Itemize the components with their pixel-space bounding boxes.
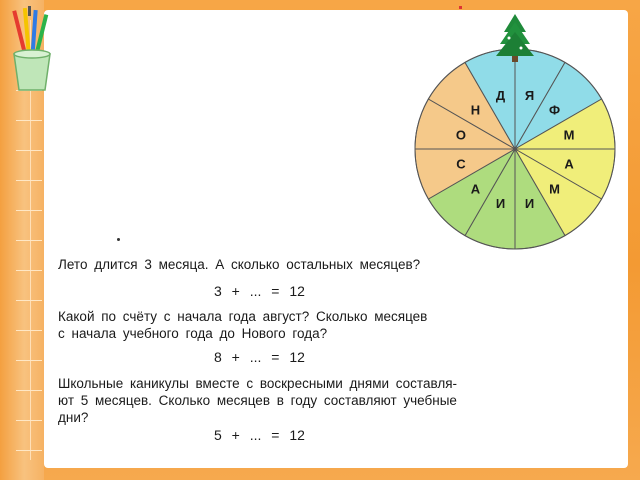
- month-letter: А: [564, 156, 574, 172]
- ruler-tick: [16, 240, 42, 241]
- month-letter: О: [455, 127, 466, 143]
- red-mark: [459, 6, 462, 9]
- ruler-tick: [16, 300, 42, 301]
- task-1-equation: 3 + ... = 12: [214, 283, 305, 299]
- ruler-tick: [16, 420, 42, 421]
- month-letter: Н: [470, 102, 481, 118]
- month-letter: М: [563, 127, 575, 143]
- month-letter: И: [495, 196, 506, 212]
- task-2-equation: 8 + ... = 12: [214, 349, 305, 365]
- month-letter: М: [549, 181, 561, 197]
- ruler-tick: [16, 450, 42, 451]
- ruler-tick: [16, 270, 42, 271]
- ruler-tick: [16, 210, 42, 211]
- ruler-tick: [16, 390, 42, 391]
- task-1-question: Лето длится 3 месяца. А сколько остальных месяцев?: [58, 257, 421, 272]
- task-3-question-line-1: Школьные каникулы вместе с воскресными днями составля-: [58, 376, 458, 391]
- month-letter: Ф: [549, 102, 561, 118]
- season-wheel: [412, 12, 618, 252]
- month-letter: Д: [495, 87, 506, 103]
- ruler-tick: [16, 360, 42, 361]
- month-letter: С: [456, 156, 466, 172]
- task-3-question-line-3: дни?: [58, 410, 89, 425]
- task-2-question-line-2: с начала учебного года до Нового года?: [58, 326, 328, 341]
- bullet-dot: [117, 238, 120, 241]
- month-letter: А: [470, 181, 481, 197]
- month-letter: И: [524, 196, 535, 212]
- task-3-equation: 5 + ... = 12: [214, 427, 305, 443]
- ruler-tick: [16, 180, 42, 181]
- ruler-tick: [16, 330, 42, 331]
- ruler-tick: [16, 120, 42, 121]
- pencil-cup-icon: [4, 6, 60, 96]
- month-letter: Я: [524, 87, 535, 103]
- ruler-tick: [16, 150, 42, 151]
- task-3-question-line-2: ют 5 месяцев. Сколько месяцев в году составляют учебные: [58, 393, 457, 408]
- task-2-question-line-1: Какой по счёту с начала года август? Сколько месяцев: [58, 309, 428, 324]
- tree-icon: [496, 14, 534, 62]
